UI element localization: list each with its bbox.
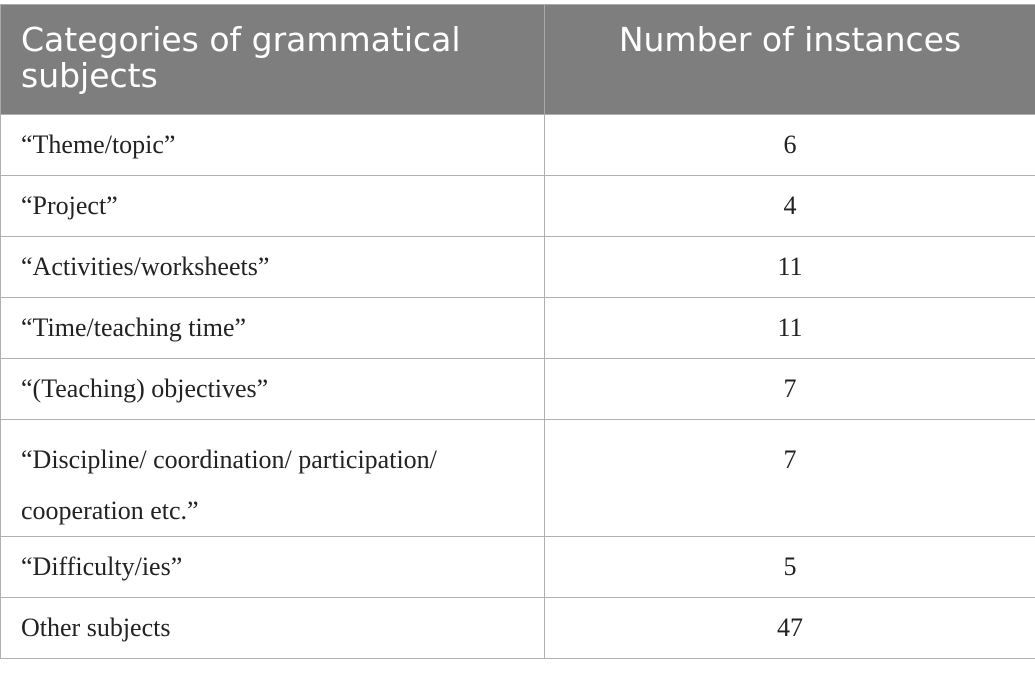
header-row (1, 5, 1035, 115)
category-cell: “Theme/topic” (1, 115, 545, 176)
count-cell: 11 (545, 237, 1035, 298)
count-cell: 7 (545, 420, 1035, 537)
table-body (1, 115, 1035, 659)
data-table (0, 4, 1035, 659)
table-row (1, 237, 1035, 298)
category-cell: “(Teaching) objectives” (1, 359, 545, 420)
category-cell: Other subjects (1, 598, 545, 659)
category-cell: “Difficulty/ies” (1, 537, 545, 598)
table-row (1, 359, 1035, 420)
table-row (1, 298, 1035, 359)
category-cell: “Time/teaching time” (1, 298, 545, 359)
header-categories: Categories of grammatical subjects (1, 5, 545, 115)
table-row (1, 176, 1035, 237)
count-cell: 5 (545, 537, 1035, 598)
count-cell: 6 (545, 115, 1035, 176)
table-row (1, 115, 1035, 176)
table-row (1, 598, 1035, 659)
header-number-of-instances: Number of instances (545, 5, 1035, 115)
count-cell: 4 (545, 176, 1035, 237)
table-row (1, 420, 1035, 537)
table-row (1, 537, 1035, 598)
category-cell: “Activities/worksheets” (1, 237, 545, 298)
count-cell: 7 (545, 359, 1035, 420)
count-cell: 47 (545, 598, 1035, 659)
category-cell: “Project” (1, 176, 545, 237)
category-cell: “Discipline/ coordination/ participation/ cooperation etc.” (1, 420, 545, 537)
table-header (1, 5, 1035, 115)
count-cell: 11 (545, 298, 1035, 359)
